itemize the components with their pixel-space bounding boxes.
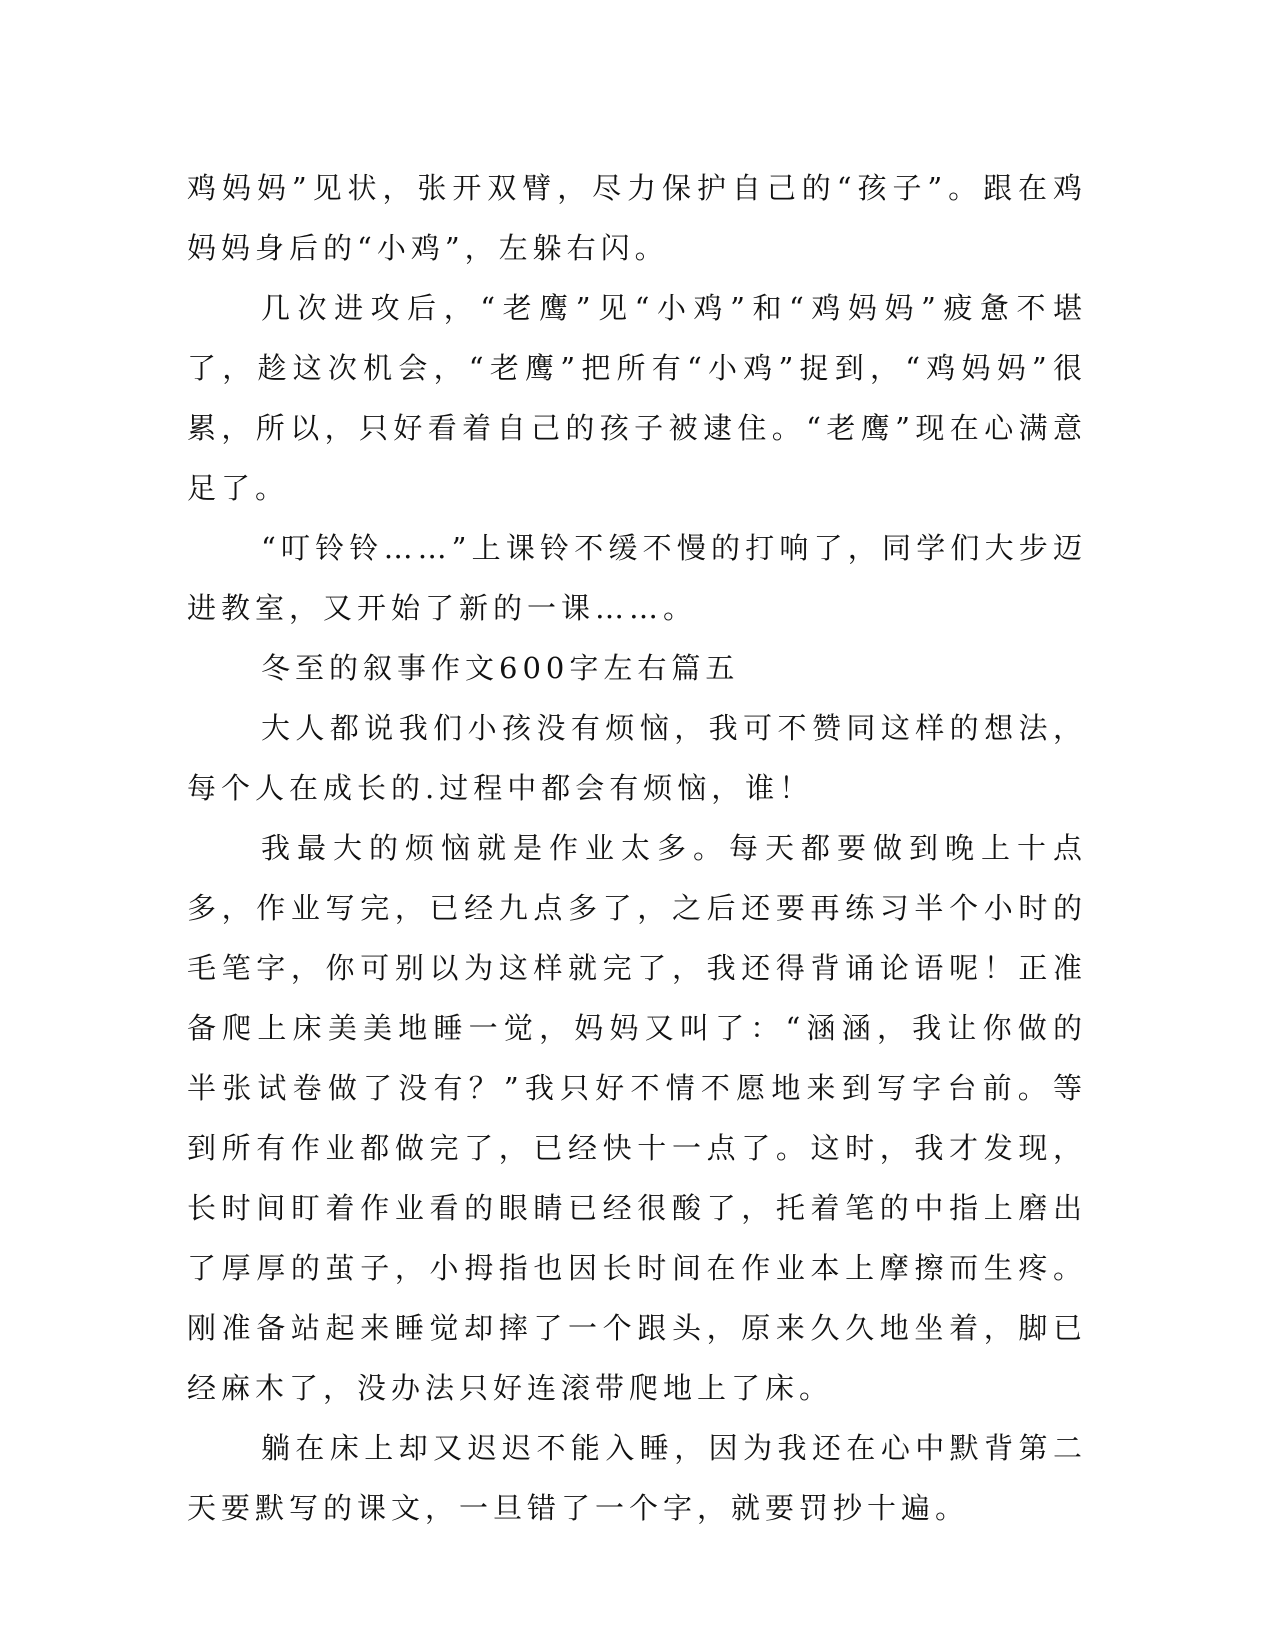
paragraph-eagle-attack: 几次进攻后，“老鹰”见“小鸡”和“鸡妈妈”疲惫不堪了，趁这次机会，“老鹰”把所有“小鸡”捉到，“鸡妈妈”很累，所以，只好看着自己的孩子被逮住。“老鹰”现在心满意足了。 <box>187 291 1087 505</box>
section-title: 冬至的叙事作文600字左右篇五 <box>261 651 740 685</box>
document-body <box>187 158 1087 1538</box>
paragraph-continued: 鸡妈妈”见状，张开双臂，尽力保护自己的“孩子”。跟在鸡妈妈身后的“小鸡”，左躲右闪。 <box>187 171 1087 265</box>
paragraph-bedtime: 躺在床上却又迟迟不能入睡，因为我还在心中默背第二天要默写的课文，一旦错了一个字，就要罚抄十遍。 <box>187 1431 1087 1525</box>
paragraph-homework: 我最大的烦恼就是作业太多。每天都要做到晚上十点多，作业写完，已经九点多了，之后还要再练习半个小时的毛笔字，你可别以为这样就完了，我还得背诵论语呢！正准备爬上床美美地睡一觉，妈妈又叫了：“涵涵，我让你做的半张试卷做了没有？”我只好不情不愿地来到写字台前。等到所有作业都做完了，已经快十一点了。这时，我才发现，长时间盯着作业看的眼睛已经很酸了，托着笔的中指上磨出了厚厚的茧子，小拇指也因长时间在作业本上摩擦而生疼。刚准备站起来睡觉却摔了一个跟头，原来久久地坐着，脚已经麻木了，没办法只好连滚带爬地上了床。 <box>187 831 1087 1405</box>
paragraph-troubles-intro: 大人都说我们小孩没有烦恼，我可不赞同这样的想法，每个人在成长的.过程中都会有烦恼，谁！ <box>187 711 1087 805</box>
paragraph-class-bell: “叮铃铃……”上课铃不缓不慢的打响了，同学们大步迈进教室，又开始了新的一课……。 <box>187 531 1087 625</box>
